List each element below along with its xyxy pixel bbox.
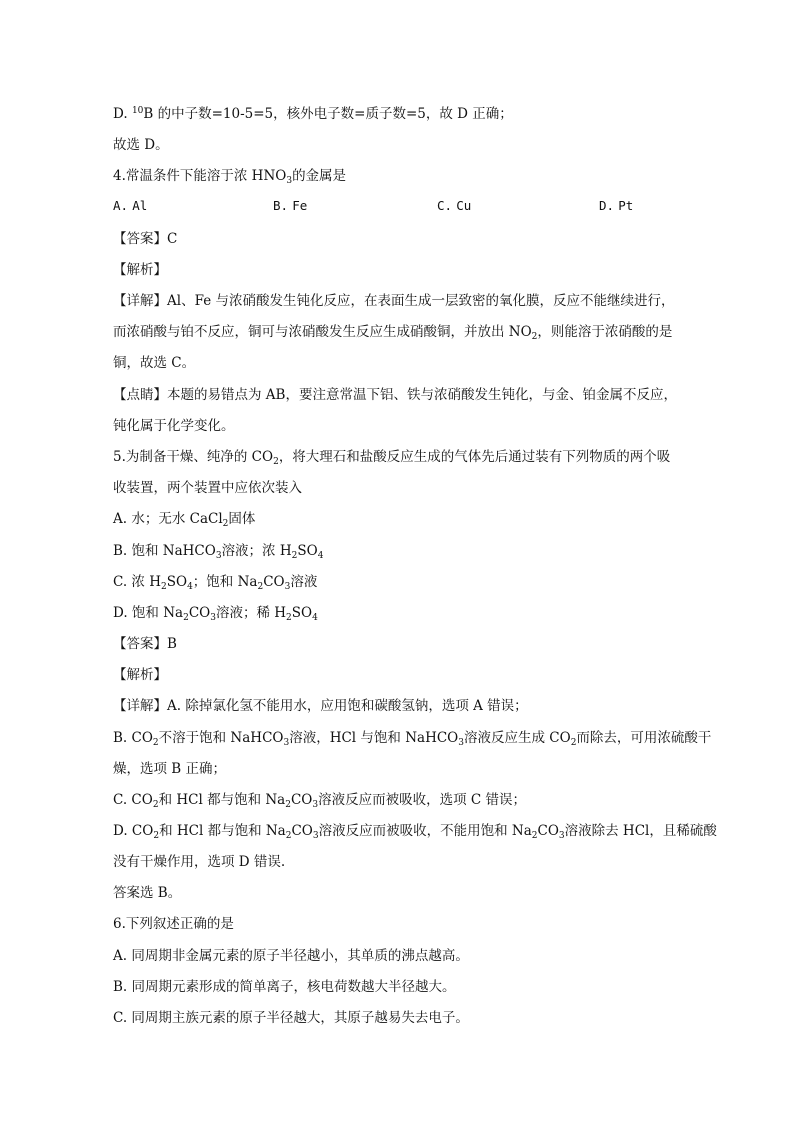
q5-option-b: B. 饱和 NaHCO$_3$溶液；浓 $H_2SO_4$ xyxy=(113,543,324,561)
q4-detail-line-3: 铜，故选 C。 xyxy=(113,355,196,371)
q3-option-d-explanation: D. $^{10}$B 的中子数=10-5=5，核外电子数=质子数=5，故 D 正确； xyxy=(113,106,513,122)
q6-option-a: A. 同周期非金属元素的原子半径越小，其单质的沸点越高。 xyxy=(113,948,469,964)
q5-detail-d-line-2: 没有干燥作用，选项 D 错误. xyxy=(113,854,286,870)
q4-option-d: D. Pt xyxy=(599,198,634,213)
q3-answer-line: 故选 D。 xyxy=(113,137,169,153)
q6-option-b: B. 同周期元素形成的简单离子，核电荷数越大半径越大。 xyxy=(113,979,456,995)
q5-stem-line-1: 5.为制备干燥、纯净的 $CO_2$，将大理石和盐酸反应生成的气体先后通过装有下列物质的两个吸 xyxy=(113,449,671,467)
q6-stem: 6.下列叙述正确的是 xyxy=(113,916,234,932)
q5-answer-line: 答案选 B。 xyxy=(113,885,182,901)
q4-stem: 4.常温条件下能溶于浓 $HNO_3$的金属是 xyxy=(113,168,347,186)
q6-option-c: C. 同周期主族元素的原子半径越大，其原子越易失去电子。 xyxy=(113,1010,469,1026)
q4-detail-line-1: 【详解】Al、Fe 与浓硝酸发生钝化反应，在表面生成一层致密的氧化膜，反应不能继续进行， xyxy=(113,293,675,309)
q5-analysis-heading: 【解析】 xyxy=(113,667,167,683)
q4-option-a: A. Al xyxy=(113,198,148,213)
q5-detail-a: 【详解】A. 除掉氯化氢不能用水，应用饱和碳酸氢钠，选项 A 错误； xyxy=(113,698,528,714)
q4-answer: 【答案】C xyxy=(113,231,178,247)
q5-detail-b-line-1: B. $CO_2$不溶于饱和 NaHCO$_3$溶液，HCl 与饱和 NaHCO$_3$溶液反应生成 $CO_2$而除去，可用浓硫酸干 xyxy=(113,730,712,748)
q4-tip-line-1: 【点睛】本题的易错点为 AB，要注意常温下铝、铁与浓硝酸发生钝化，与金、铂金属不反应， xyxy=(113,387,677,403)
q5-detail-d-line-1: D. $CO_2$和 HCl 都与饱和 $Na_2CO_3$溶液反应而被吸收，不能用饱和 $Na_2CO_3$溶液除去 HCl，且稀硫酸 xyxy=(113,823,717,841)
q5-option-c: C. 浓 $H_2SO_4$；饱和 $Na_2CO_3$溶液 xyxy=(113,574,318,592)
q4-tip-line-2: 钝化属于化学变化。 xyxy=(113,418,235,434)
q5-option-a: A. 水；无水 CaCl$_2$固体 xyxy=(113,511,256,529)
q4-analysis-heading: 【解析】 xyxy=(113,262,167,278)
q5-answer: 【答案】B xyxy=(113,636,177,652)
q5-option-d: D. 饱和 $Na_2CO_3$溶液；稀 $H_2SO_4$ xyxy=(113,605,318,623)
q4-detail-line-2: 而浓硝酸与铂不反应，铜可与浓硝酸发生反应生成硝酸铜，并放出 $NO_2$，则能溶于浓硝酸的是 xyxy=(113,324,673,342)
q4-option-c: C. Cu xyxy=(437,198,472,213)
q5-detail-b-line-2: 燥，选项 B 正确； xyxy=(113,761,227,777)
q4-option-b: B. Fe xyxy=(273,198,308,213)
q5-stem-line-2: 收装置，两个装置中应依次装入 xyxy=(113,480,302,496)
q5-detail-c: C. $CO_2$和 HCl 都与饱和 $Na_2CO_3$溶液反应而被吸收，选项 C 错误； xyxy=(113,792,527,810)
